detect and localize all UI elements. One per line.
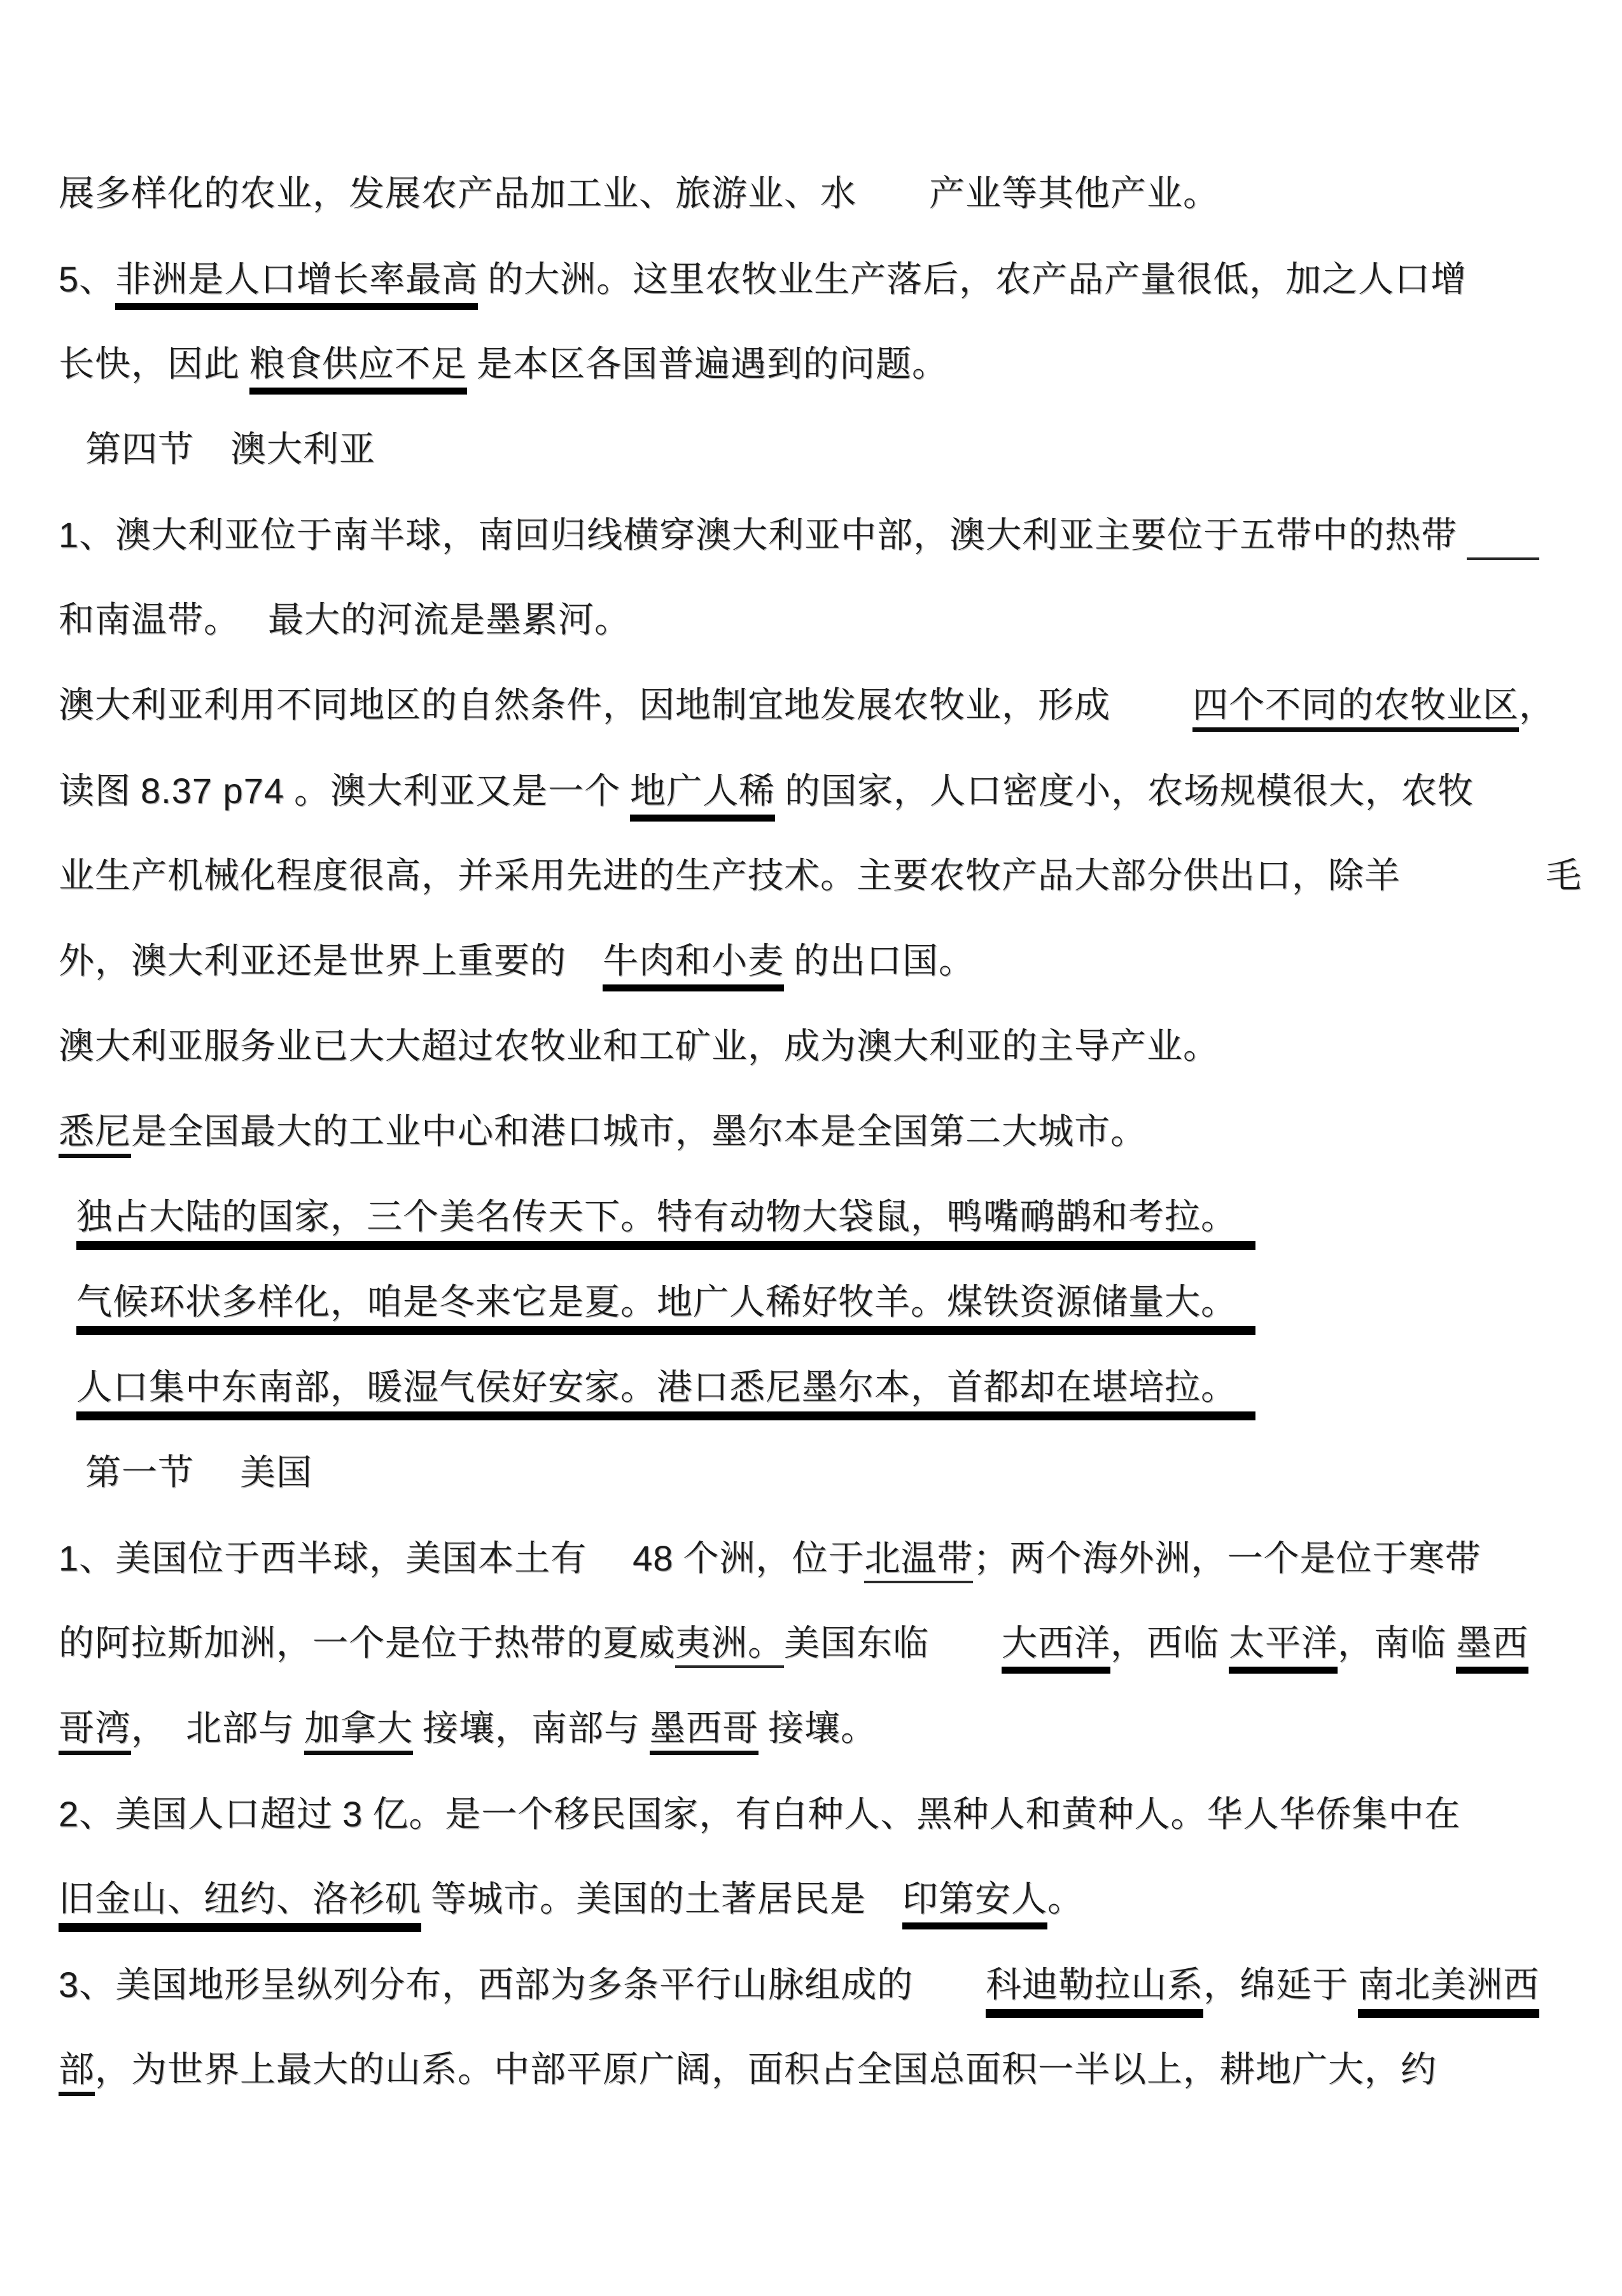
text-line (59, 1620, 1597, 1705)
text-run: 8.37 p74 (141, 771, 284, 811)
text-line (59, 597, 1597, 682)
text-run: 澳大利亚服务业已大大超过农牧业和工矿业，成为澳大利亚的主导产业。 (59, 1027, 1219, 1067)
text-line (59, 853, 1597, 938)
underlined-text: 墨西 (1456, 1624, 1528, 1674)
text-line (59, 1279, 1597, 1364)
text-run: 长快，因此 (59, 345, 249, 384)
text-line (59, 2047, 1597, 2132)
underlined-text: 哥湾 (59, 1709, 131, 1755)
text-run: 48 (633, 1538, 674, 1578)
text-run: 业生产机械化程度很高，并采用先进的生产技术。主要农牧产品大部分供出口，除羊 毛 (59, 857, 1582, 896)
text-run: 是本区各国普遍遇到的问题。 (467, 345, 948, 384)
text-run: 接壤，南部与 (413, 1709, 650, 1749)
underlined-text: 加拿大 (304, 1709, 413, 1755)
text-run: 美国地形呈纵列分布，西部为多条平行山脉组成的 (115, 1966, 986, 2005)
underlined-text: 悉尼 (59, 1112, 131, 1158)
underlined-text: 科迪勒拉山系 (986, 1966, 1203, 2018)
text-line (59, 938, 1597, 1023)
text-run: 接壤。 (759, 1709, 877, 1749)
text-run: ，绵延于 (1203, 1966, 1359, 2005)
text-line (59, 426, 1597, 512)
text-run: ；两个海外洲，一个是位于寒带 (973, 1539, 1481, 1579)
text-line (59, 1194, 1597, 1279)
underlined-text: 粮食供应不足 (249, 345, 467, 395)
text-run: 美国位于西半球，美国本土有 (115, 1539, 633, 1579)
text-run: 澳大利亚利用不同地区的自然条件，因地制宜地发展农牧业，形成 (59, 686, 1192, 725)
underlined-text: 牛肉和小麦 (603, 942, 784, 991)
text-line (59, 512, 1597, 597)
text-run: 和南温带。 最大的河流是墨累河。 (59, 601, 631, 640)
text-line (59, 171, 1597, 256)
text-line (59, 1450, 1597, 1535)
underlined-text: 南北美洲西 (1358, 1966, 1539, 2018)
text-run: 第四节 澳大利亚 (85, 430, 375, 470)
text-line (59, 767, 1597, 853)
text-run: 等城市。美国的土著居民是 (421, 1880, 902, 1919)
text-run: 。 (1047, 1880, 1084, 1919)
underlined-text: 北温带 (864, 1539, 973, 1583)
text-run: ，西临 (1110, 1624, 1229, 1663)
text-run: ， 北部与 (131, 1709, 304, 1749)
text-line (59, 256, 1597, 341)
text-line (59, 1961, 1597, 2047)
text-run: 的出口国。 (784, 942, 975, 981)
text-run: 亿。是一个移民国家，有白种人、黑种人和黄种人。华人华侨集中在 (363, 1795, 1461, 1835)
text-line (59, 1705, 1597, 1791)
text-line (59, 1023, 1597, 1109)
text-line (59, 1535, 1597, 1620)
text-run: 3、 (59, 1964, 116, 2005)
underlined-text: 四个不同的农牧业区 (1192, 686, 1519, 732)
text-run: 3 (342, 1794, 363, 1834)
underlined-text (1467, 516, 1539, 560)
text-run: 1、 (59, 1538, 116, 1578)
underlined-text: 人口集中东南部，暖湿气侯好安家。港口悉尼墨尔本，首都却在堪培拉。 (76, 1368, 1255, 1420)
underlined-text: 部 (59, 2050, 95, 2096)
text-run: ， (1519, 686, 1555, 725)
text-run: 2、 (59, 1794, 116, 1834)
underlined-text: 非洲是人口增长率最高 (115, 260, 478, 310)
underlined-text: 大西洋 (1002, 1624, 1110, 1674)
text-run: 个洲，位于 (673, 1539, 865, 1579)
underlined-text: 太平洋 (1229, 1624, 1338, 1674)
text-run: ，为世界上最大的山系。中部平原广阔，面积占全国总面积一半以上，耕地广大，约 (95, 2050, 1437, 2090)
text-run: 展多样化的农业，发展农产品加工业、旅游业、水 产业等其他产业。 (59, 174, 1219, 214)
text-line (59, 1109, 1597, 1194)
text-run: 1、 (59, 515, 116, 555)
text-run: 第一节 美国 (85, 1453, 312, 1493)
underlined-text: 夷洲。 (675, 1624, 784, 1668)
text-run: 美国人口超过 (115, 1795, 343, 1835)
text-run: 美国东临 (784, 1624, 1002, 1663)
underlined-text: 地广人稀 (630, 772, 775, 822)
text-run: 的大洲。这里农牧业生产落后，农产品产量很低，加之人口增 (478, 260, 1467, 300)
text-run: 外，澳大利亚还是世界上重要的 (59, 942, 603, 981)
text-line (59, 341, 1597, 426)
underlined-text: 气候环状多样化，咱是冬来它是夏。地广人稀好牧羊。煤铁资源储量大。 (76, 1283, 1255, 1335)
text-run: 澳大利亚位于南半球，南回归线横穿澳大利亚中部，澳大利亚主要位于五带中的热带 (115, 516, 1467, 556)
text-line (59, 1791, 1597, 1876)
text-run: 的国家，人口密度小，农场规模很大，农牧 (774, 772, 1474, 811)
underlined-text: 墨西哥 (650, 1709, 759, 1755)
text-run: ，南临 (1338, 1624, 1456, 1663)
underlined-text: 独占大陆的国家，三个美名传天下。特有动物大袋鼠，鸭嘴鸸鹋和考拉。 (76, 1198, 1255, 1250)
document-text (59, 171, 1597, 2132)
underlined-text: 旧金山、纽约、洛衫矶 (59, 1880, 421, 1932)
text-line (59, 1364, 1597, 1450)
text-run: 是全国最大的工业中心和港口城市，墨尔本是全国第二大城市。 (131, 1112, 1147, 1152)
text-run: 读图 (59, 772, 141, 811)
underlined-text: 印第安人 (902, 1880, 1047, 1929)
text-line (59, 682, 1597, 767)
text-run: 。澳大利亚又是一个 (284, 772, 630, 811)
text-run: 的阿拉斯加洲，一个是位于热带的夏威 (59, 1624, 675, 1663)
text-run: 5、 (59, 259, 116, 299)
text-line (59, 1876, 1597, 1961)
